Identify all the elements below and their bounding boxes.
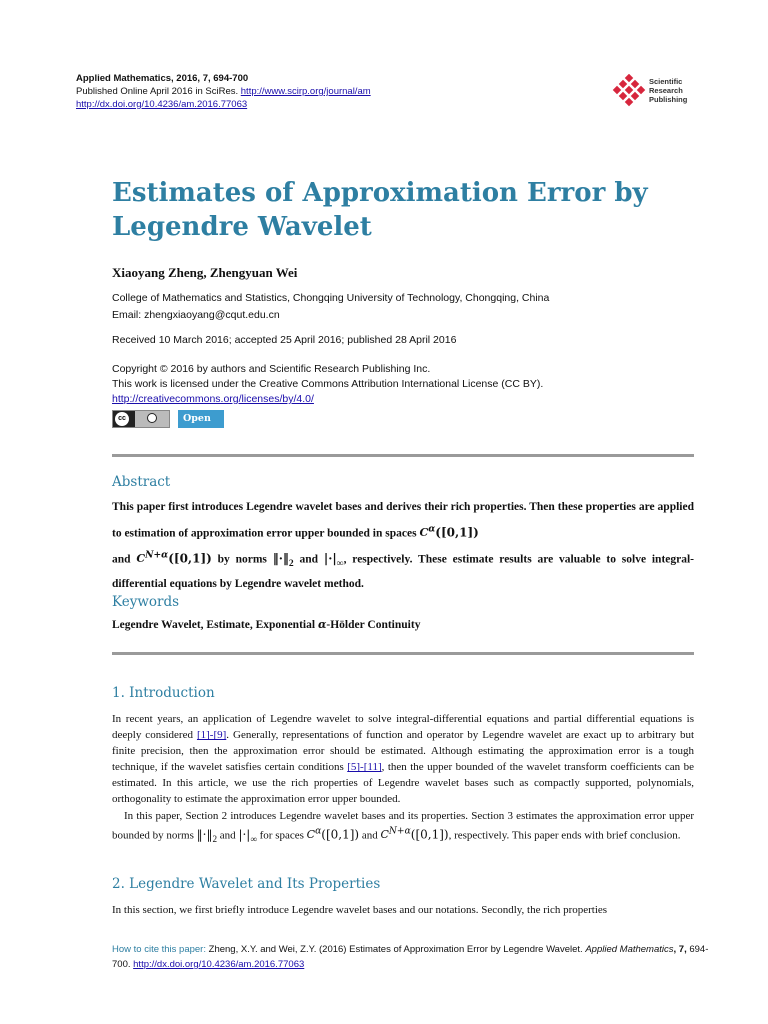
doi-link[interactable]: http://dx.doi.org/10.4236/am.2016.77063 (76, 99, 248, 110)
publisher-logo (612, 74, 702, 108)
journal-citation-line: Applied Mathematics, 2016, 7, 694-700 (76, 73, 249, 84)
introduction-text (112, 711, 694, 847)
abstract-heading: Abstract (112, 474, 171, 490)
journal-url-link[interactable]: http://www.scirp.org/journal/am (240, 86, 371, 97)
paper-title: Estimates of Approximation Error by Legendre Wavelet (112, 178, 648, 242)
copyright-block: Copyright © 2016 by authors and Scientific Research Publishing Inc. This work is licensed under the Creative Commons Attribution International License (CC BY). http://creativecommons.org/licenses/by/4.0/ (112, 363, 544, 405)
keywords-text: Legendre Wavelet, Estimate, Exponential α-Hölder Continuity (112, 618, 421, 631)
license-link[interactable]: http://creativecommons.org/licenses/by/4.0/ (112, 393, 314, 405)
scirp-diamond-icon (612, 74, 646, 108)
cc-by-badge[interactable] (112, 410, 170, 428)
intro-paragraph-2: In this paper, Section 2 introduces Legendre wavelet bases and its properties. Section 3 estimates the approximation error upper bounded by norms $‖\cdot‖_2$ and $|\cdot|_\infty$ for spaces $C^\alpha([0,1])$ and $C^{N+\alpha}([0,1])$, respectively. This paper ends with brief conclusion. (112, 809, 694, 844)
attribution-icon (135, 411, 169, 427)
received-dates: Received 10 March 2016; accepted 25 April 2016; published 28 April 2016 (112, 334, 457, 346)
reference-link[interactable]: [5]-[11] (347, 761, 382, 774)
abstract-text: This paper first introduces Legendre wavelet bases and derives their rich properties. Then these properties are applied to estimation of approximation error upper bounded in spaces $C^\alpha([0,1])$ and $C^{N+\alpha}([0,1])$ by norms $‖\cdot‖_2$ and $|\cdot|_\infty$, respectively. These estimate results are valuable to solve integral-differential equations by Legendre wavelet method. (112, 501, 695, 591)
journal-header (76, 72, 676, 111)
divider (112, 652, 694, 655)
cite-doi-link[interactable]: http://dx.doi.org/10.4236/am.2016.77063 (133, 959, 305, 970)
section-2-heading: 2. Legendre Wavelet and Its Properties (112, 876, 381, 892)
email: Email: zhengxiaoyang@cqut.edu.cn (112, 309, 280, 321)
cc-icon: cc (115, 412, 129, 426)
reference-link[interactable]: [1]-[9] (196, 729, 227, 742)
cite-label: How to cite this paper: (112, 944, 209, 955)
section-2-text: In this section, we first briefly introduce Legendre wavelet bases and our notations. Secondly, the rich properties (112, 904, 608, 916)
authors: Xiaoyang Zheng, Zhengyuan Wei (112, 265, 298, 280)
affiliation: College of Mathematics and Statistics, Chongqing University of Technology, Chongqing, China (112, 292, 550, 304)
how-to-cite: How to cite this paper: Zheng, X.Y. and Wei, Z.Y. (2016) Estimates of Approximation Error by Legendre Wavelet. Applied Mathematics, 7, 694-700. http://dx.doi.org/10.4236/am.2016.77063 (112, 944, 709, 970)
keywords-heading: Keywords (112, 594, 180, 610)
published-line: Published Online April 2016 in SciRes. http://www.scirp.org/journal/am (76, 86, 371, 97)
affiliation-block (112, 290, 712, 324)
intro-paragraph-1: In recent years, an application of Legendre wavelet to solve integral-differential equations and partial differential equations is deeply considered [1]-[9]. Generally, representations of function and operator by Legendre wavelet are exact up to arbitrary but finite precision, then the approximation error should be estimated. Although estimating the approximation error is a tough technique, if the wavelet satisfies certain conditions [5]-[11], then the upper bounded of the wavelet transform coefficients can be estimated. In this article, we use the rich properties of Legendre wavelet bases such as compactly supported, polynomials, orthogonality to estimate the approximation error upper bounded. (112, 713, 695, 806)
open-access-badge: Open Access (178, 410, 224, 428)
publisher-name: Scientific Research Publishing (649, 77, 688, 104)
introduction-heading: 1. Introduction (112, 685, 215, 701)
divider (112, 454, 694, 457)
